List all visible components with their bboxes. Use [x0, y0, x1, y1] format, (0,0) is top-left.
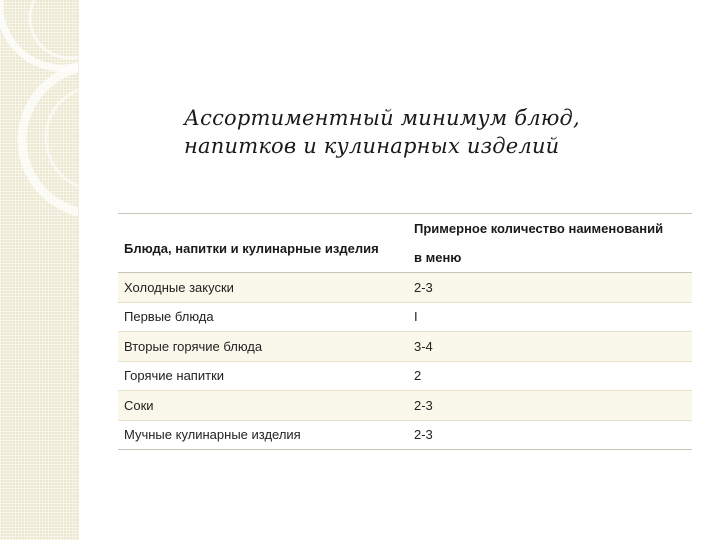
count-cell: 2-3 — [414, 427, 433, 443]
table-row — [118, 391, 692, 421]
count-cell: 2-3 — [414, 397, 433, 413]
slide-title — [184, 104, 580, 160]
header-row — [118, 214, 692, 273]
dish-cell: Мучные кулинарные изделия — [124, 427, 301, 443]
dish-cell: Первые блюда — [124, 309, 214, 325]
decorative-rings — [0, 0, 78, 540]
count-cell: I — [414, 309, 418, 325]
assortment-table — [118, 213, 692, 450]
side-strip-edge — [78, 0, 79, 540]
header-count — [408, 214, 692, 273]
table-header — [118, 214, 692, 273]
dish-cell: Холодные закуски — [124, 279, 234, 295]
header-dishes: Блюда, напитки и кулинарные изделия — [124, 240, 379, 256]
dish-cell: Соки — [124, 397, 154, 413]
table-row — [118, 361, 692, 391]
dish-cell: Вторые горячие блюда — [124, 338, 263, 354]
header-count-line-2: в меню — [414, 250, 462, 265]
table-row — [118, 302, 692, 332]
table-row — [118, 332, 692, 362]
title-line-2: напитков и кулинарных изделий — [184, 134, 560, 158]
table-row — [118, 273, 692, 303]
table-body — [118, 273, 692, 450]
title-line-1: Ассортиментный минимум блюд, — [184, 106, 580, 130]
count-cell: 2-3 — [414, 279, 433, 295]
count-cell: 2 — [414, 368, 422, 384]
count-cell: 3-4 — [414, 338, 433, 354]
header-count-line-1: Примерное количество наименований — [414, 221, 664, 236]
table-row — [118, 420, 692, 450]
dish-cell: Горячие напитки — [124, 368, 225, 384]
decorative-side-strip — [0, 0, 78, 540]
